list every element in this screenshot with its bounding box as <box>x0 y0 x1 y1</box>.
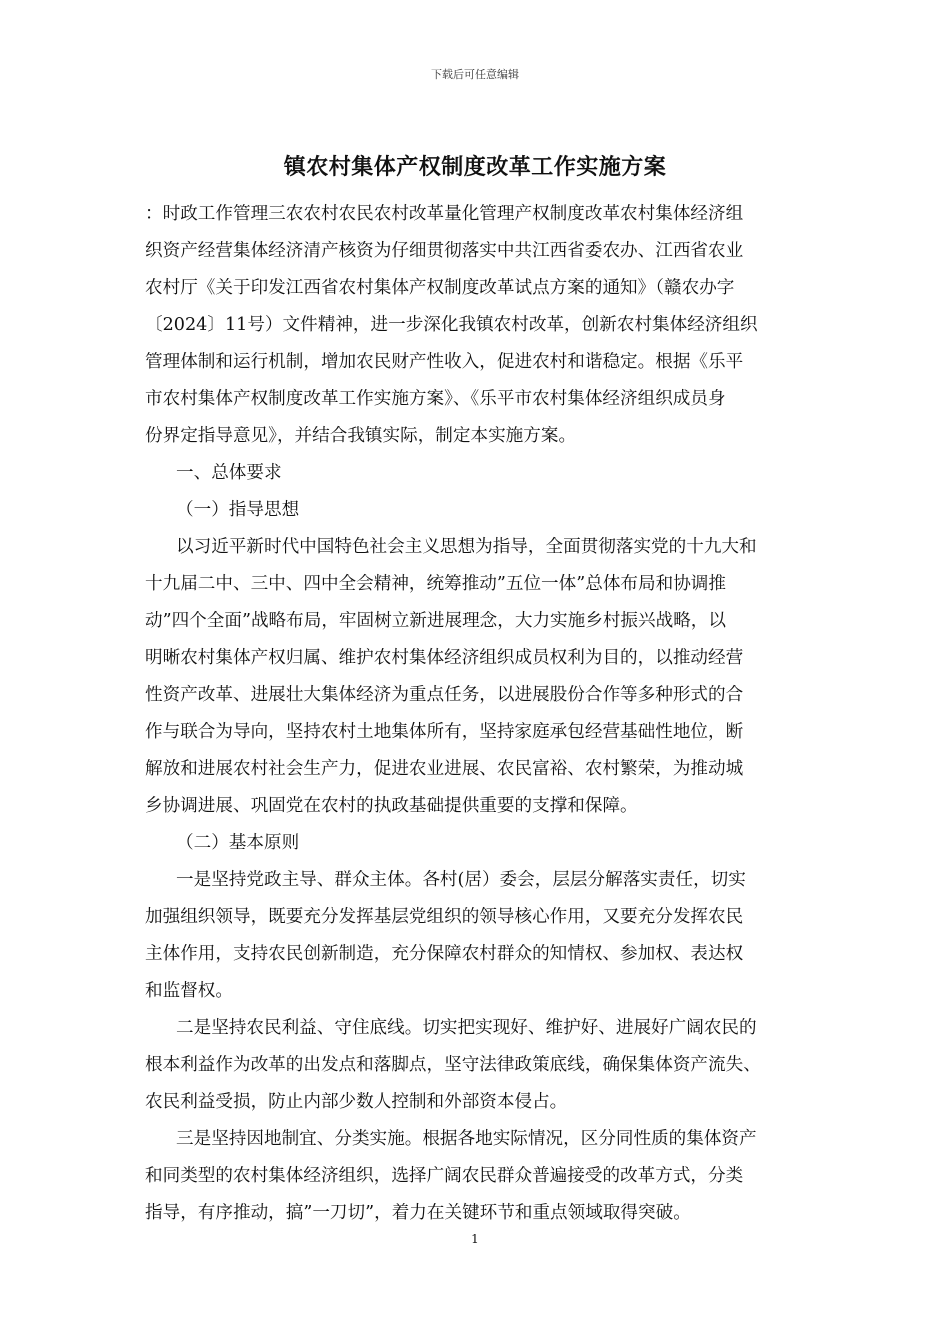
paragraph-line: 三是坚持因地制宜、分类实施。根据各地实际情况，区分同性质的集体资产 <box>176 1129 757 1149</box>
paragraph-line: 份界定指导意见》，并结合我镇实际，制定本实施方案。 <box>145 426 577 446</box>
subsection-heading: （二）基本原则 <box>176 833 300 853</box>
document-body <box>145 196 810 1232</box>
section-heading: 一、总体要求 <box>176 463 282 483</box>
document-title: 镇农村集体产权制度改革工作实施方案 <box>283 154 667 180</box>
paragraph-line: 和监督权。 <box>145 981 233 1001</box>
paragraph-line: 根本利益作为改革的出发点和落脚点，坚守法律政策底线，确保集体资产流失、 <box>145 1055 761 1075</box>
paragraph-line: 管理体制和运行机制，增加农民财产性收入，促进农村和谐稳定。根据《乐平 <box>145 352 744 372</box>
paragraph-line: 以习近平新时代中国特色社会主义思想为指导，全面贯彻落实党的十九大和 <box>176 537 757 557</box>
paragraph-line: 一是坚持党政主导、群众主体。各村(居）委会，层层分解落实责任，切实 <box>176 870 746 890</box>
paragraph-line: 二是坚持农民利益、守住底线。切实把实现好、维护好、进展好广阔农民的 <box>176 1018 757 1038</box>
paragraph-line: 加强组织领导，既要充分发挥基层党组织的领导核心作用，又要充分发挥农民 <box>145 907 744 927</box>
paragraph-line: 市农村集体产权制度改革工作实施方案》、《乐平市农村集体经济组织成员身 <box>145 389 726 409</box>
paragraph-line: 〔2024〕11号）文件精神，进一步深化我镇农村改革，创新农村集体经济组织 <box>145 315 758 335</box>
paragraph-line: 农民利益受损，防止内部少数人控制和外部资本侵占。 <box>145 1092 568 1112</box>
page-number: 1 <box>471 1232 479 1246</box>
paragraph-line: 指导，有序推动，搞”一刀切”，着力在关键环节和重点领域取得突破。 <box>145 1203 691 1223</box>
page-header-note: 下载后可任意编辑 <box>431 68 519 81</box>
paragraph-line: 解放和进展农村社会生产力，促进农业进展、农民富裕、农村繁荣，为推动城 <box>145 759 744 779</box>
paragraph-line: ：时政工作管理三农农村农民农村改革量化管理产权制度改革农村集体经济组 <box>145 204 744 224</box>
paragraph-line: 性资产改革、进展壮大集体经济为重点任务，以进展股份合作等多种形式的合 <box>145 685 744 705</box>
paragraph-line: 明晰农村集体产权归属、维护农村集体经济组织成员权利为目的，以推动经营 <box>145 648 744 668</box>
paragraph-line: 乡协调进展、巩固党在农村的执政基础提供重要的支撑和保障。 <box>145 796 638 816</box>
paragraph-line: 十九届二中、三中、四中全会精神，统筹推动”五位一体”总体布局和协调推 <box>145 574 726 594</box>
subsection-heading: （一）指导思想 <box>176 500 300 520</box>
paragraph-line: 主体作用，支持农民创新制造，充分保障农村群众的知情权、参加权、表达权 <box>145 944 744 964</box>
paragraph-line: 作与联合为导向，坚持农村土地集体所有，坚持家庭承包经营基础性地位，断 <box>145 722 744 742</box>
paragraph-line: 动”四个全面”战略布局，牢固树立新进展理念，大力实施乡村振兴战略，以 <box>145 611 726 631</box>
paragraph-line: 农村厅《关于印发江西省农村集体产权制度改革试点方案的通知》（赣农办字 <box>145 278 735 298</box>
paragraph-line: 和同类型的农村集体经济组织，选择广阔农民群众普遍接受的改革方式，分类 <box>145 1166 744 1186</box>
paragraph-line: 织资产经营集体经济清产核资为仔细贯彻落实中共江西省委农办、江西省农业 <box>145 241 744 261</box>
